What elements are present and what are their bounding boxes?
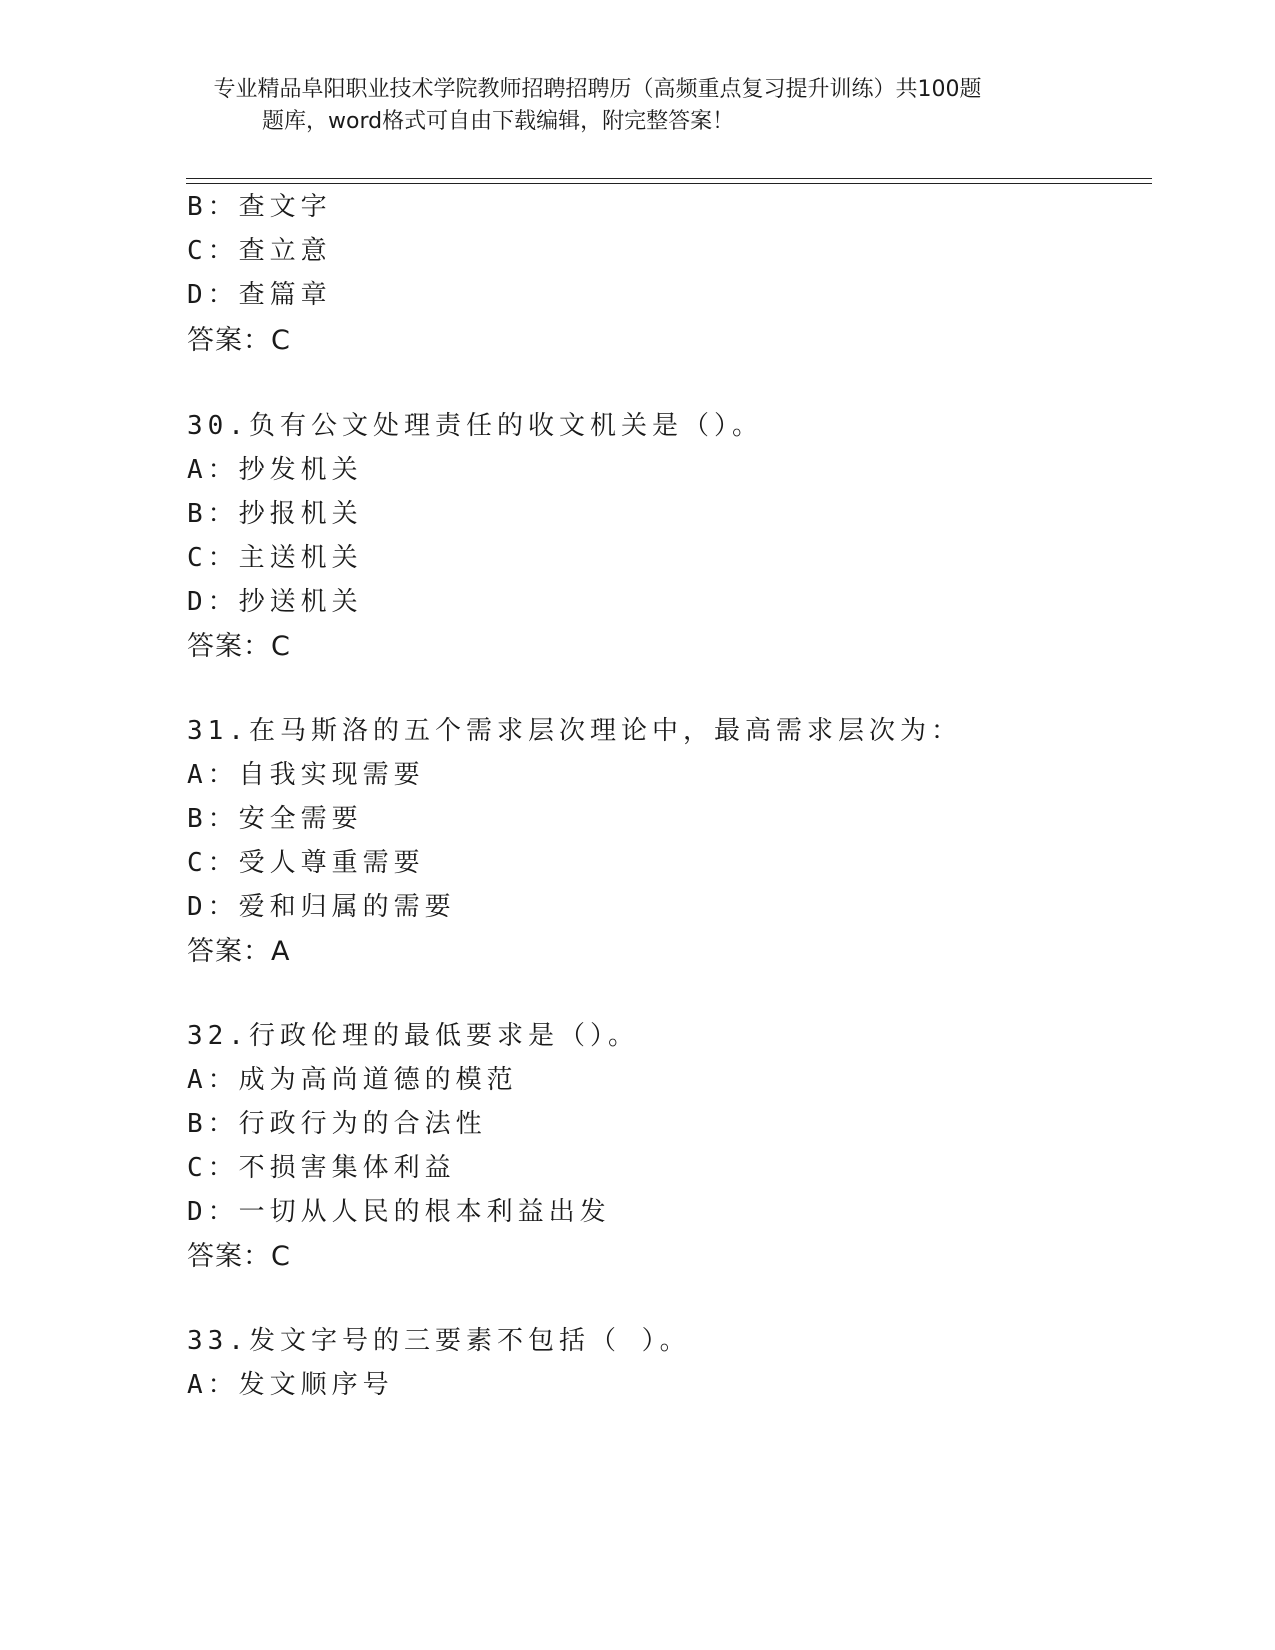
option-d: D：爱和归属的需要 [187, 892, 456, 922]
answer-line: 答案：C [187, 1241, 291, 1272]
option-a: A：抄发机关 [187, 455, 363, 485]
option-d: D：一切从人民的根本利益出发 [187, 1197, 611, 1227]
question-stem: 33.发文字号的三要素不包括（ ）。 [187, 1326, 691, 1356]
option-c: C：不损害集体利益 [187, 1153, 456, 1183]
option-d: D：查篇章 [187, 280, 332, 310]
document-header-line-2: 题库，word格式可自由下载编辑，附完整答案！ [262, 109, 735, 134]
option-c: C：查立意 [187, 236, 332, 266]
option-b: B：查文字 [187, 192, 332, 222]
question-stem: 30.负有公文处理责任的收文机关是（）。 [187, 411, 763, 441]
header-divider-top [186, 178, 1152, 179]
option-a: A：发文顺序号 [187, 1370, 394, 1400]
option-c: C：受人尊重需要 [187, 848, 425, 878]
answer-line: 答案：C [187, 631, 291, 662]
answer-line: 答案：C [187, 325, 291, 356]
option-b: B：行政行为的合法性 [187, 1109, 487, 1139]
option-a: A：成为高尚道德的模范 [187, 1065, 518, 1095]
option-b: B：抄报机关 [187, 499, 363, 529]
option-d: D：抄送机关 [187, 587, 363, 617]
option-c: C：主送机关 [187, 543, 363, 573]
option-a: A：自我实现需要 [187, 760, 425, 790]
header-divider-bottom [186, 183, 1152, 184]
option-b: B：安全需要 [187, 804, 363, 834]
question-stem: 32.行政伦理的最低要求是（）。 [187, 1021, 639, 1051]
answer-line: 答案：A [187, 936, 291, 967]
document-header-line-1: 专业精品阜阳职业技术学院教师招聘招聘历（高频重点复习提升训练）共100题 [213, 77, 982, 102]
question-stem: 31.在马斯洛的五个需求层次理论中，最高需求层次为： [187, 716, 962, 746]
